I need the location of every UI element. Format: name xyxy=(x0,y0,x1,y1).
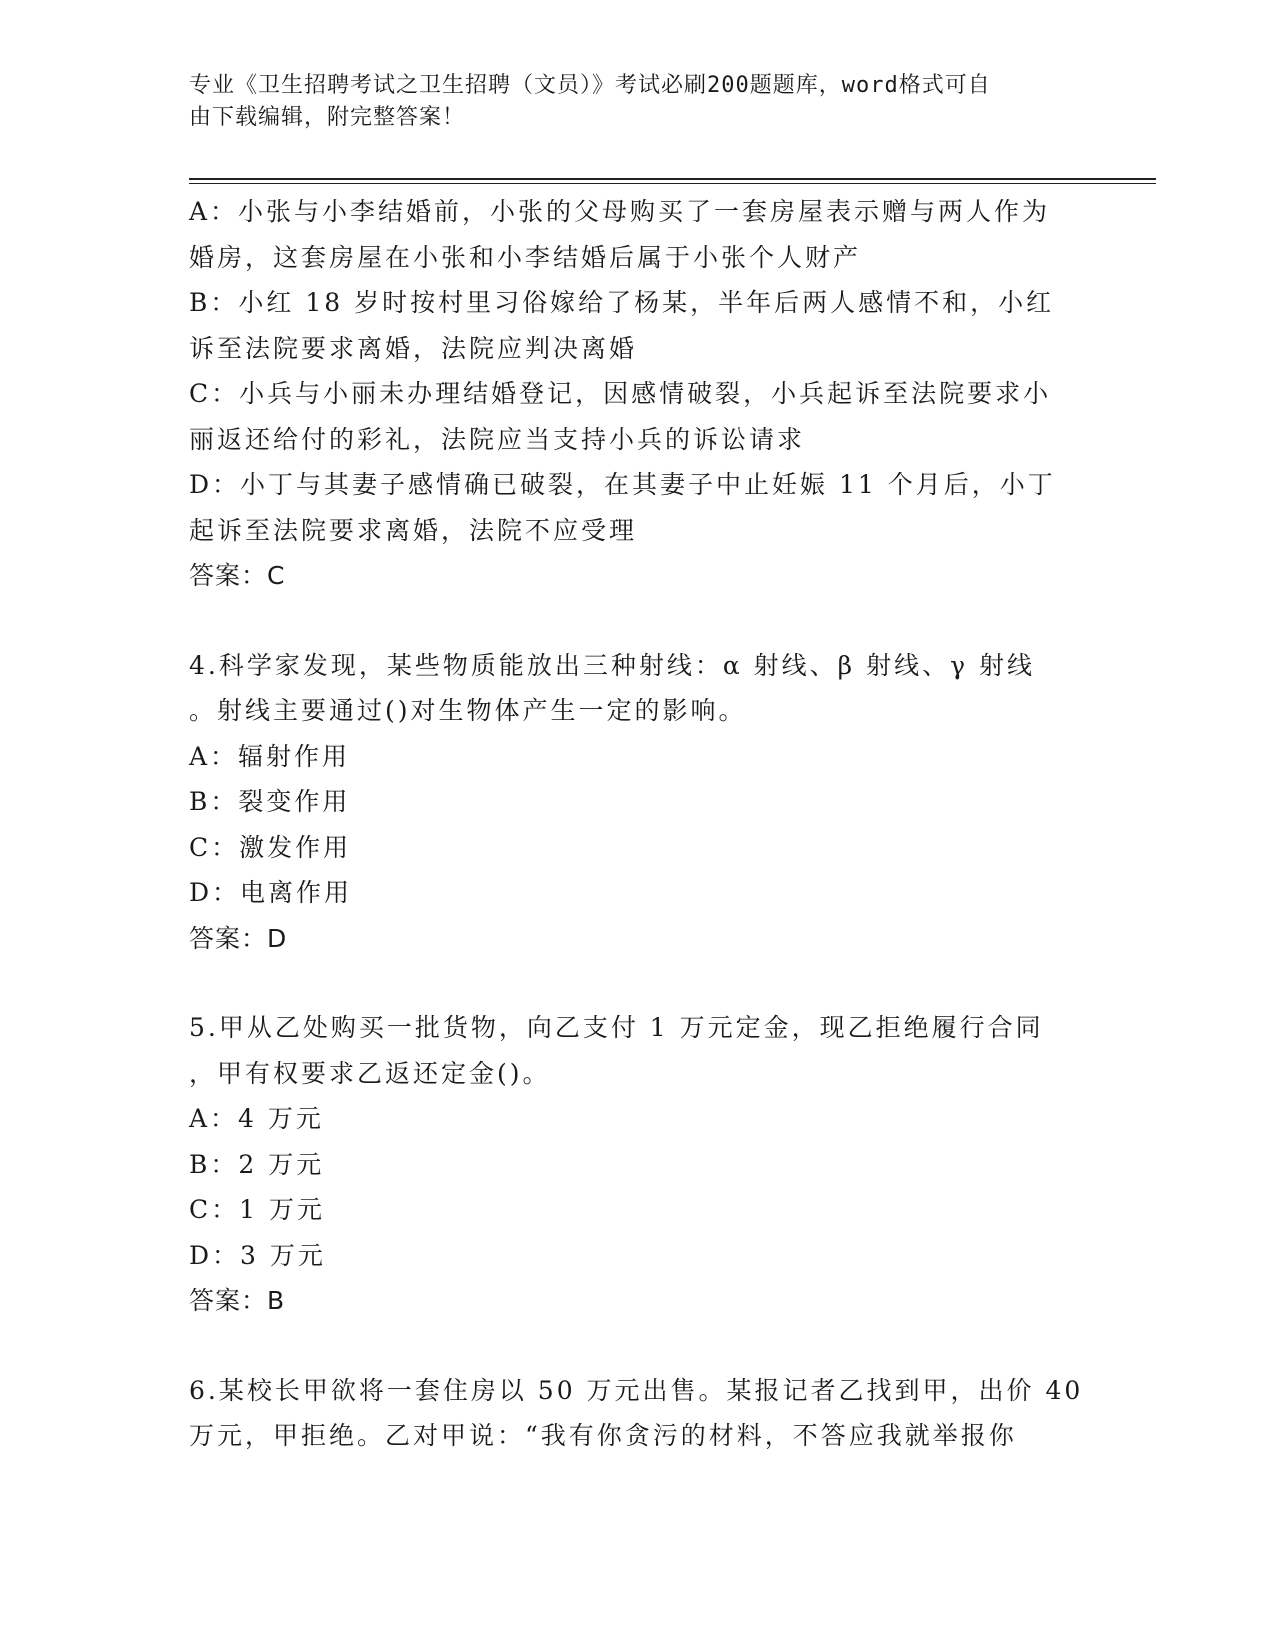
option-c: C：激发作用 xyxy=(189,832,352,862)
option-b-line-1: B：小红 18 岁时按村里习俗嫁给了杨某，半年后两人感情不和，小红 xyxy=(189,288,1055,317)
header-line-2: 由下载编辑，附完整答案！ xyxy=(189,105,466,130)
option-d-line-1: D：小丁与其妻子感情确已破裂，在其妻子中止妊娠 11 个月后，小丁 xyxy=(189,470,1056,499)
option-c: C：1 万元 xyxy=(189,1195,325,1224)
option-c-line-2: 丽返还给付的彩礼，法院应当支持小兵的诉讼请求 xyxy=(189,424,806,454)
question-stem-line-1: 6.某校长甲欲将一套住房以 50 万元出售。某报记者乙找到甲，出价 40 xyxy=(189,1375,1084,1405)
question-5 xyxy=(189,1005,1089,1324)
question-6 xyxy=(189,1368,1089,1459)
option-b: B：2 万元 xyxy=(189,1149,325,1179)
question-stem-line-2: 。射线主要通过()对生物体产生一定的影响。 xyxy=(189,696,747,725)
option-b-line-2: 诉至法院要求离婚，法院应判决离婚 xyxy=(189,333,638,363)
question-list xyxy=(189,189,1089,1459)
header-line-1: 专业《卫生招聘考试之卫生招聘（文员）》考试必刷200题题库，word格式可自 xyxy=(189,73,991,98)
option-b: B：裂变作用 xyxy=(189,787,351,816)
question-stem-line-1: 5.甲从乙处购买一批货物，向乙支付 1 万元定金，现乙拒绝履行合同 xyxy=(189,1013,1044,1042)
question-3-options xyxy=(189,189,1089,599)
option-d-line-2: 起诉至法院要求离婚，法院不应受理 xyxy=(189,515,638,545)
option-d: D：电离作用 xyxy=(189,878,353,907)
option-d: D：3 万元 xyxy=(189,1240,326,1270)
header-rule-thin xyxy=(189,183,1156,184)
document-header xyxy=(189,70,1069,134)
answer-label: 答案：B xyxy=(189,1286,286,1315)
answer-label: 答案：D xyxy=(189,923,288,953)
option-c-line-1: C：小兵与小丽未办理结婚登记，因感情破裂，小兵起诉至法院要求小 xyxy=(189,379,1052,408)
header-rule-thick xyxy=(189,178,1156,180)
answer-label: 答案：C xyxy=(189,561,286,590)
option-a-line-2: 婚房，这套房屋在小张和小李结婚后属于小张个人财产 xyxy=(189,242,862,272)
question-stem-line-1: 4.科学家发现，某些物质能放出三种射线：α 射线、β 射线、γ 射线 xyxy=(189,650,1035,680)
question-4 xyxy=(189,643,1089,962)
question-stem-line-2: ，甲有权要求乙返还定金()。 xyxy=(189,1058,551,1088)
option-a: A：辐射作用 xyxy=(189,741,351,771)
option-a: A：4 万元 xyxy=(189,1104,324,1133)
question-stem-line-2: 万元，甲拒绝。乙对甲说：“我有你贪污的材料，不答应我就举报你 xyxy=(189,1421,1017,1450)
option-a-line-1: A：小张与小李结婚前，小张的父母购买了一套房屋表示赠与两人作为 xyxy=(189,197,1051,226)
